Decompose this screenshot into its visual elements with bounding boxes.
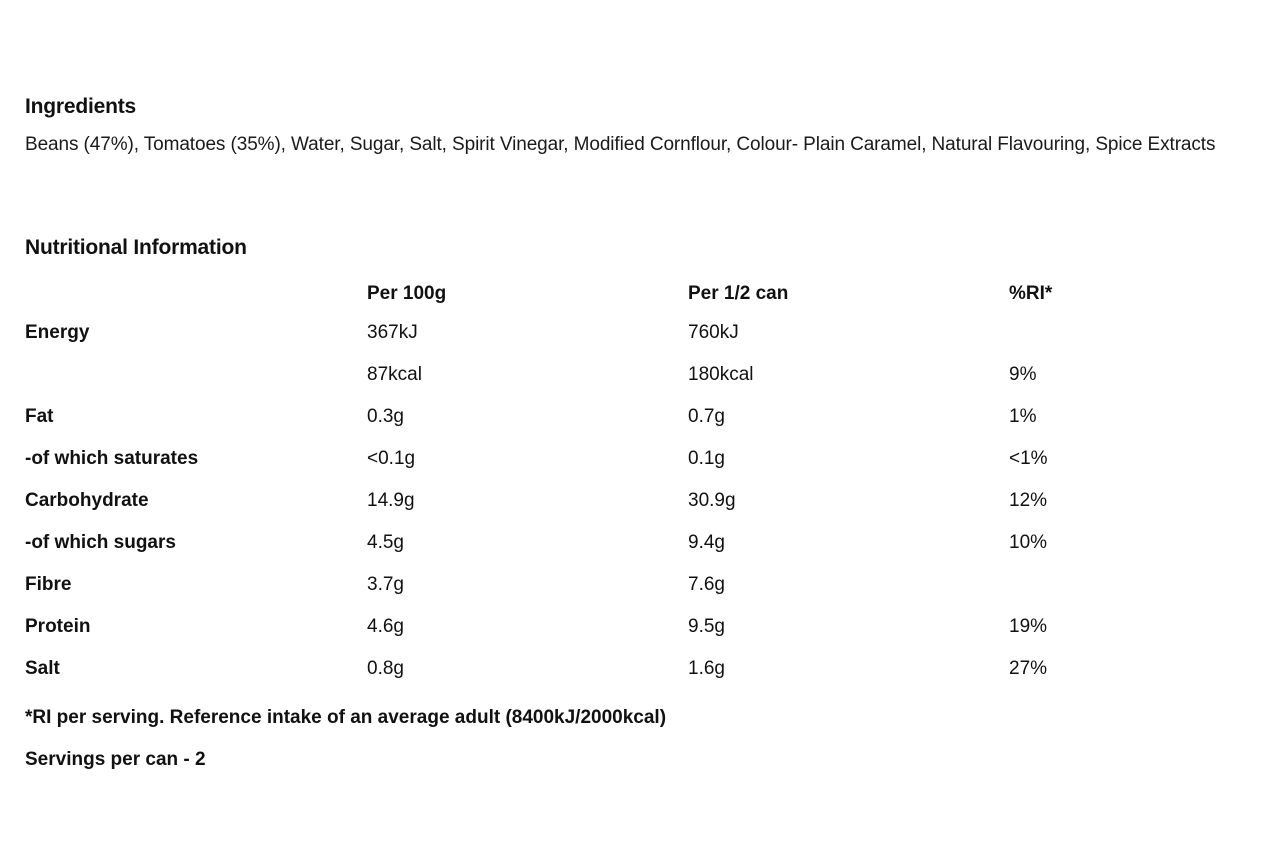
table-row xyxy=(25,648,1125,690)
nutrient-label xyxy=(25,354,367,396)
ingredients-text: Beans (47%), Tomatoes (35%), Water, Sugar, Salt, Spirit Vinegar, Modified Cornflour, Colour- Plain Caramel, Natural Flavouring, Spice Extracts xyxy=(25,134,1216,155)
value-ri: <1% xyxy=(1009,448,1048,469)
nutrient-label: Salt xyxy=(25,658,60,679)
header-per-half-can: Per 1/2 can xyxy=(688,283,789,304)
value-per-half-can: 0.7g xyxy=(688,406,725,427)
ingredients-heading: Ingredients xyxy=(25,95,136,118)
nutrient-label: Fat xyxy=(25,406,54,427)
value-per-half-can: 30.9g xyxy=(688,490,736,511)
value-ri: 1% xyxy=(1009,406,1037,427)
nutrient-label: -of which sugars xyxy=(25,532,176,553)
value-per-100g: 87kcal xyxy=(367,364,422,385)
value-per-100g: 4.5g xyxy=(367,532,404,553)
product-info-panel xyxy=(25,0,1280,853)
value-ri xyxy=(1009,312,1125,354)
value-per-100g: 4.6g xyxy=(367,616,404,637)
value-per-100g: 0.8g xyxy=(367,658,404,679)
nutrient-label: -of which saturates xyxy=(25,448,199,469)
nutrition-table-header-row xyxy=(25,276,1125,312)
nutrition-table xyxy=(25,276,1125,690)
table-row xyxy=(25,522,1125,564)
value-per-half-can: 9.5g xyxy=(688,616,725,637)
nutrient-label: Protein xyxy=(25,616,91,637)
value-per-100g: 14.9g xyxy=(367,490,415,511)
value-per-half-can: 180kcal xyxy=(688,364,754,385)
table-row xyxy=(25,606,1125,648)
value-per-100g: 0.3g xyxy=(367,406,404,427)
value-per-100g: <0.1g xyxy=(367,448,416,469)
value-per-half-can: 7.6g xyxy=(688,574,725,595)
nutrition-heading: Nutritional Information xyxy=(25,236,247,259)
servings-note: Servings per can - 2 xyxy=(25,749,206,770)
ri-footnote: *RI per serving. Reference intake of an average adult (8400kJ/2000kcal) xyxy=(25,707,667,728)
value-per-half-can: 1.6g xyxy=(688,658,725,679)
table-row xyxy=(25,480,1125,522)
value-ri: 27% xyxy=(1009,658,1048,679)
value-ri xyxy=(1009,564,1125,606)
nutrient-label: Carbohydrate xyxy=(25,490,149,511)
table-row xyxy=(25,564,1125,606)
value-per-100g: 367kJ xyxy=(367,322,418,343)
header-ri: %RI* xyxy=(1009,283,1053,304)
value-ri: 10% xyxy=(1009,532,1048,553)
value-per-half-can: 760kJ xyxy=(688,322,739,343)
value-ri: 19% xyxy=(1009,616,1048,637)
header-per-100g: Per 100g xyxy=(367,283,447,304)
value-per-100g: 3.7g xyxy=(367,574,404,595)
nutrient-label: Energy xyxy=(25,322,90,343)
table-row xyxy=(25,396,1125,438)
nutrient-label: Fibre xyxy=(25,574,72,595)
table-row xyxy=(25,312,1125,354)
value-per-half-can: 0.1g xyxy=(688,448,725,469)
value-per-half-can: 9.4g xyxy=(688,532,725,553)
nutrition-table-body xyxy=(25,312,1125,690)
value-ri: 9% xyxy=(1009,364,1037,385)
value-ri: 12% xyxy=(1009,490,1048,511)
header-label-cell xyxy=(25,276,367,312)
table-row xyxy=(25,438,1125,480)
table-row xyxy=(25,354,1125,396)
